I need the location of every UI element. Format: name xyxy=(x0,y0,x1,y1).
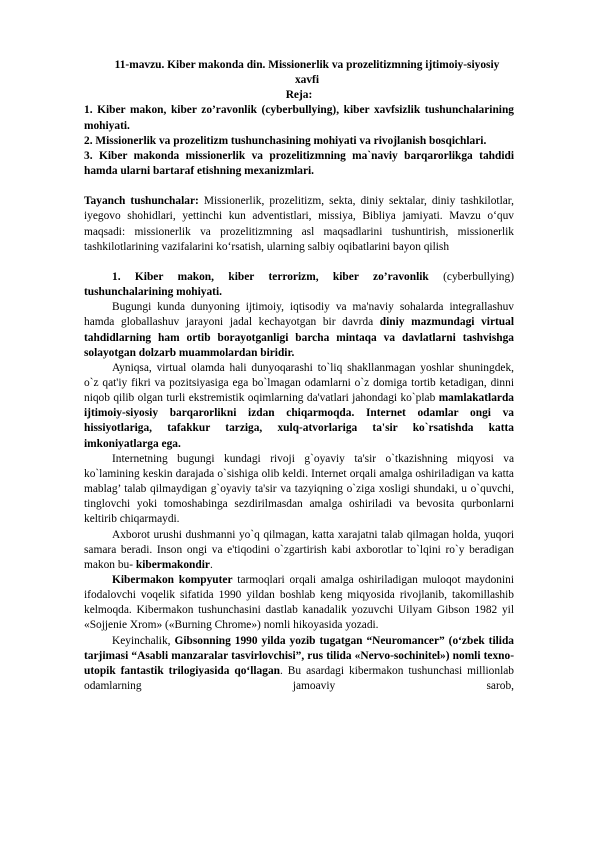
plan-heading: Reja: xyxy=(285,89,313,102)
plan-item-1: 1. Kiber makon, kiber zo’ravonlik (cyberbullying), kiber xavfsizlik tushunchalarining mohiyati. xyxy=(84,104,514,132)
paragraph-2: Ayniqsa, virtual olamda hali dunyoqarashi to`liq shakllanmagan yoshlar shuningdek, o`z qat'iy fikri va pozitsiyasiga ega bo`lmagan odamlarni o`z domiga tortib ketadigan, dinni niqob qilib olgan turli ekstremistik oqimlarning da'vatlari jahondagi ko`plab mamlakatlarda ijtimoiy-siyosiy barqarorlikni izdan chiqarmoqda. Internet odamlar ongi va hissiyotlariga, tafakkur tarziga, xulq-atvorlariga ta'sir ko`rsatishda katta imkoniyatlarga ega. xyxy=(84,361,514,450)
plan-item-3: 3. Kiber makonda missionerlik va prozelitizmning ma`naviy barqarorlikga tahdidi hamda ularni bartaraf etishning mexanizmlari. xyxy=(84,149,514,178)
document-title: 11-mavzu. Kiber makonda din. Missionerlik va prozelitizmning ijtimoiy-siyosiy xavfi xyxy=(114,59,500,87)
spacer xyxy=(84,179,514,194)
paragraph-5: Kibermakon kompyuter tarmoqlari orqali amalga oshiriladigan muloqot maydonini ifodalovchi voqelik sifatida 1990 yildan boshlab keng miqyosida rivojlanib, takomillashib kelmoqda. Kibermakon tushunchasini dastlab kanadalik yozuvchi Uilyam Gibson 1982 yil «Sojjenie Xrom» («Burning Chrome») nomli hikoyasida yozadi. xyxy=(84,574,514,632)
paragraph-4: Axborot urushi dushmanni yo`q qilmagan, katta xarajatni talab qilmagan holda, yuqori samara beradi. Inson ongi va e'tiqodini o`zgartirish kabi axborotlar to`lqini ro`y beradigan makon bu- kibermakondir. xyxy=(84,528,514,571)
key-terms-label: Tayanch tushunchalar: xyxy=(84,195,199,208)
key-terms-text: Missionerlik, prozelitizm, sekta, diniy sektalar, diniy tashkilotlar, iyegovo shohidlari, yettinchi kun adventistlari, missiya, Bibliya jamiyati. Mavzu o‘quv maqsadi: missionerlik va prozelitizmning asl maqsadlarini tushuntirish, missionerlik tashkilotlarining vazifalarini ko‘rsatish, ularning salbiy oqibatlarini bayon qilish xyxy=(84,195,514,253)
paragraph-3: Internetning bugungi kundagi rivoji g`oyaviy ta'sir o`tkazishning miqyosi va ko`lamining keskin darajada o`sishiga olib keldi. Internet orqali amalga oshiriladigan va katta mablag’ talab qilmaydigan g`oyaviy ta'sir va tazyiqning o`ziga xosligi shundaki, u o`quvchi, tinglovchi yoki tomoshabinga sezdirilmasdan amalga oshiriladi va bevosita qurbonlarni keltirib chiqarmaydi. xyxy=(84,452,514,526)
section-1-heading: 1. Kiber makon, kiber terrorizm, kiber zo’ravonlik (cyberbullying) tushunchalarining mohiyati. xyxy=(84,270,514,299)
spacer xyxy=(84,255,514,270)
document-page xyxy=(84,58,514,694)
plan-item-2: 2. Missionerlik va prozelitizm tushunchasining mohiyati va rivojlanish bosqichlari. xyxy=(84,134,487,147)
key-terms-paragraph xyxy=(84,194,514,255)
paragraph-1: Bugungi kunda dunyoning ijtimoiy, iqtisodiy va ma'naviy sohalarda integrallashuv hamda globallashuv jarayoni jadal kechayotgan bir davrda diniy mazmundagi virtual tahdidlarning ham ortib borayotganligi barcha mintaqa va davlatlarni tashvishga solayotgan dolzarb muammolardan biridir. xyxy=(84,301,514,359)
paragraph-6: Keyinchalik, Gibsonning 1990 yilda yozib tugatgan “Neuromancer” (o‘zbek tilida tarjimasi “Asabli manzaralar tasvirlovchisi”, rus tilida «Nervo-sochinitel») nomli texno-utopik fantastik trilogiyasida qo‘llagan. Bu asardagi kibermakon tushunchasi millionlab odamlarning jamoaviy sarob, xyxy=(84,634,514,693)
